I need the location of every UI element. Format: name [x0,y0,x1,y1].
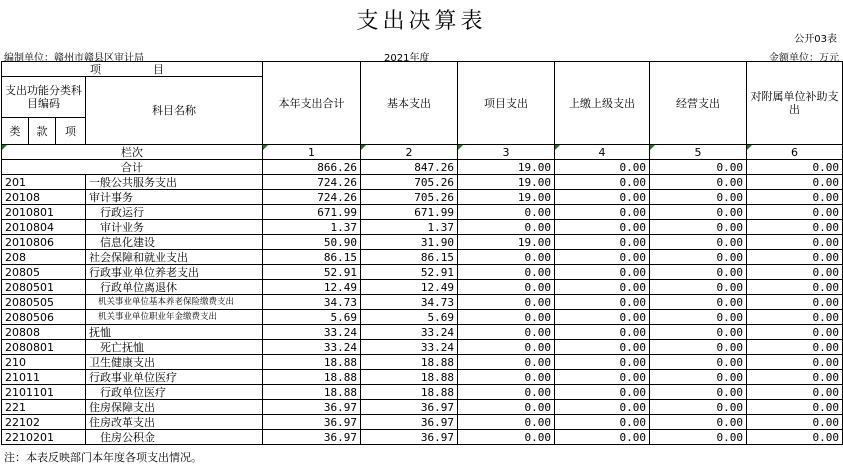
row-name: 行政单位离退休 [86,280,263,295]
table-row [2,220,843,235]
row-name: 社会保障和就业支出 [86,250,263,265]
row-value: 0.00 [747,325,843,340]
header-col-5: 经营支出 [650,62,747,145]
table-row [2,205,843,220]
row-value: 86.15 [263,250,361,265]
total-value: 19.00 [458,160,555,175]
row-value: 0.00 [458,280,555,295]
row-value: 18.88 [361,355,458,370]
header-subject-name: 科目名称 [86,77,263,145]
row-value: 0.00 [747,205,843,220]
header-col-1: 本年支出合计 [263,62,361,145]
header-col-6: 对附属单位补助支出 [747,62,843,145]
row-value: 0.00 [555,190,650,205]
row-value: 0.00 [650,250,747,265]
col-number-5: 5 [650,145,747,160]
row-name: 一般公共服务支出 [86,175,263,190]
row-value: 0.00 [747,280,843,295]
row-value: 0.00 [555,370,650,385]
row-value: 0.00 [458,355,555,370]
row-value: 0.00 [555,310,650,325]
row-value: 0.00 [650,295,747,310]
row-value: 18.88 [361,385,458,400]
row-value: 0.00 [458,310,555,325]
header-col-2: 基本支出 [361,62,458,145]
row-value: 33.24 [361,340,458,355]
row-name: 死亡抚恤 [86,340,263,355]
row-value: 19.00 [458,190,555,205]
row-value: 0.00 [747,220,843,235]
row-value: 0.00 [650,265,747,280]
header-lanci: 栏次 [2,145,263,160]
row-value: 33.24 [263,340,361,355]
row-value: 0.00 [555,340,650,355]
row-value: 18.88 [263,370,361,385]
row-name: 卫生健康支出 [86,355,263,370]
row-value: 705.26 [361,175,458,190]
row-value: 0.00 [458,385,555,400]
row-value: 0.00 [747,385,843,400]
row-value: 0.00 [555,355,650,370]
row-code: 2101101 [2,385,86,400]
row-value: 33.24 [263,325,361,340]
row-value: 0.00 [458,250,555,265]
row-value: 5.69 [361,310,458,325]
row-code: 20805 [2,265,86,280]
row-value: 0.00 [458,370,555,385]
row-value: 0.00 [650,415,747,430]
row-name: 行政运行 [86,205,263,220]
row-value: 34.73 [263,295,361,310]
row-value: 0.00 [747,400,843,415]
row-value: 0.00 [555,430,650,445]
row-value: 0.00 [650,220,747,235]
row-value: 36.97 [361,400,458,415]
col-number-3: 3 [458,145,555,160]
row-name: 行政事业单位养老支出 [86,265,263,280]
table-row [2,385,843,400]
row-value: 0.00 [747,175,843,190]
row-code: 208 [2,250,86,265]
row-name: 住房保障支出 [86,400,263,415]
total-value: 0.00 [555,160,650,175]
row-code: 21011 [2,370,86,385]
table-row [2,400,843,415]
row-value: 0.00 [747,370,843,385]
row-value: 724.26 [263,190,361,205]
col-number-2: 2 [361,145,458,160]
row-code: 2080501 [2,280,86,295]
header-col-4: 上缴上级支出 [555,62,650,145]
col-number-6: 6 [747,145,843,160]
row-value: 0.00 [458,400,555,415]
currency-unit: 金额单位：万元 [769,53,839,64]
header-kuan: 款 [29,118,56,145]
row-code: 2210201 [2,430,86,445]
row-name: 抚恤 [86,325,263,340]
row-code: 210 [2,355,86,370]
row-value: 671.99 [361,205,458,220]
row-value: 0.00 [747,430,843,445]
row-value: 0.00 [747,295,843,310]
row-value: 86.15 [361,250,458,265]
header-func-code: 支出功能分类科目编码 [2,77,86,118]
row-value: 33.24 [361,325,458,340]
row-name: 审计业务 [86,220,263,235]
row-value: 0.00 [747,250,843,265]
row-value: 0.00 [555,280,650,295]
row-value: 36.97 [263,430,361,445]
row-value: 18.88 [361,370,458,385]
row-value: 0.00 [650,355,747,370]
row-value: 0.00 [555,175,650,190]
table-row [2,355,843,370]
table-row [2,175,843,190]
row-value: 36.97 [263,400,361,415]
table-row [2,325,843,340]
row-value: 36.97 [361,415,458,430]
table-row [2,280,843,295]
row-code: 2080505 [2,295,86,310]
total-value: 847.26 [361,160,458,175]
table-row [2,415,843,430]
row-value: 0.00 [650,175,747,190]
row-value: 0.00 [650,280,747,295]
row-name: 住房公积金 [86,430,263,445]
row-value: 0.00 [650,205,747,220]
row-value: 0.00 [747,235,843,250]
row-code: 2080506 [2,310,86,325]
row-value: 0.00 [555,295,650,310]
row-value: 0.00 [747,310,843,325]
row-value: 18.88 [263,355,361,370]
row-value: 0.00 [650,385,747,400]
row-value: 0.00 [555,400,650,415]
row-value: 34.73 [361,295,458,310]
header-lei: 类 [2,118,29,145]
row-name: 机关事业单位职业年金缴费支出 [86,310,263,325]
header-xiang: 项 [56,118,86,145]
row-value: 0.00 [650,370,747,385]
row-value: 19.00 [458,175,555,190]
row-value: 0.00 [458,220,555,235]
row-value: 0.00 [458,325,555,340]
row-value: 0.00 [650,400,747,415]
row-value: 1.37 [361,220,458,235]
row-name: 住房改革支出 [86,415,263,430]
report-title: 支出决算表 [356,9,487,34]
row-value: 0.00 [555,415,650,430]
row-value: 0.00 [747,340,843,355]
row-value: 0.00 [458,295,555,310]
row-name: 机关事业单位基本养老保险缴费支出 [86,295,263,310]
row-value: 0.00 [747,355,843,370]
row-value: 724.26 [263,175,361,190]
row-name: 信息化建设 [86,235,263,250]
footnote: 注：本表反映部门本年度各项支出情况。 [4,451,202,464]
row-code: 201 [2,175,86,190]
row-code: 2010804 [2,220,86,235]
row-value: 0.00 [458,430,555,445]
table-row [2,340,843,355]
header-col-3: 项目支出 [458,62,555,145]
row-value: 0.00 [555,325,650,340]
row-value: 0.00 [747,265,843,280]
total-row [2,160,843,175]
row-value: 0.00 [555,220,650,235]
col-number-1: 1 [263,145,361,160]
row-value: 1.37 [263,220,361,235]
row-value: 0.00 [747,190,843,205]
row-value: 0.00 [650,340,747,355]
row-value: 0.00 [650,190,747,205]
table-row [2,310,843,325]
header-xiangmu: 项 目 [2,62,263,77]
row-value: 0.00 [650,325,747,340]
row-value: 0.00 [555,385,650,400]
row-value: 36.97 [361,430,458,445]
row-value: 50.90 [263,235,361,250]
row-value: 0.00 [650,430,747,445]
col-number-4: 4 [555,145,650,160]
row-code: 22102 [2,415,86,430]
row-code: 2010801 [2,205,86,220]
row-code: 2080801 [2,340,86,355]
row-name: 行政事业单位医疗 [86,370,263,385]
row-value: 0.00 [555,205,650,220]
row-value: 0.00 [458,340,555,355]
table-row [2,235,843,250]
row-value: 52.91 [361,265,458,280]
reporting-unit: 编制单位：赣州市赣县区审计局 [4,53,144,64]
row-name: 审计事务 [86,190,263,205]
row-code: 20108 [2,190,86,205]
row-value: 31.90 [361,235,458,250]
row-value: 0.00 [458,205,555,220]
row-value: 0.00 [650,310,747,325]
row-value: 12.49 [263,280,361,295]
row-code: 2010806 [2,235,86,250]
row-value: 36.97 [263,415,361,430]
row-value: 0.00 [747,415,843,430]
table-row [2,265,843,280]
total-value: 0.00 [650,160,747,175]
total-value: 866.26 [263,160,361,175]
row-code: 221 [2,400,86,415]
total-label: 合计 [2,160,263,175]
row-value: 19.00 [458,235,555,250]
row-value: 0.00 [458,265,555,280]
row-value: 0.00 [555,235,650,250]
table-row [2,190,843,205]
row-value: 0.00 [555,265,650,280]
table-row [2,250,843,265]
row-value: 0.00 [650,235,747,250]
row-value: 705.26 [361,190,458,205]
table-row [2,430,843,445]
row-value: 0.00 [458,415,555,430]
table-row [2,295,843,310]
form-number: 公开03表 [794,34,837,45]
row-value: 0.00 [555,250,650,265]
row-value: 5.69 [263,310,361,325]
row-code: 20808 [2,325,86,340]
row-value: 671.99 [263,205,361,220]
fiscal-year: 2021年度 [384,53,430,64]
row-value: 52.91 [263,265,361,280]
row-value: 12.49 [361,280,458,295]
row-value: 18.88 [263,385,361,400]
total-value: 0.00 [747,160,843,175]
row-name: 行政单位医疗 [86,385,263,400]
expenditure-table [1,61,843,445]
table-row [2,370,843,385]
